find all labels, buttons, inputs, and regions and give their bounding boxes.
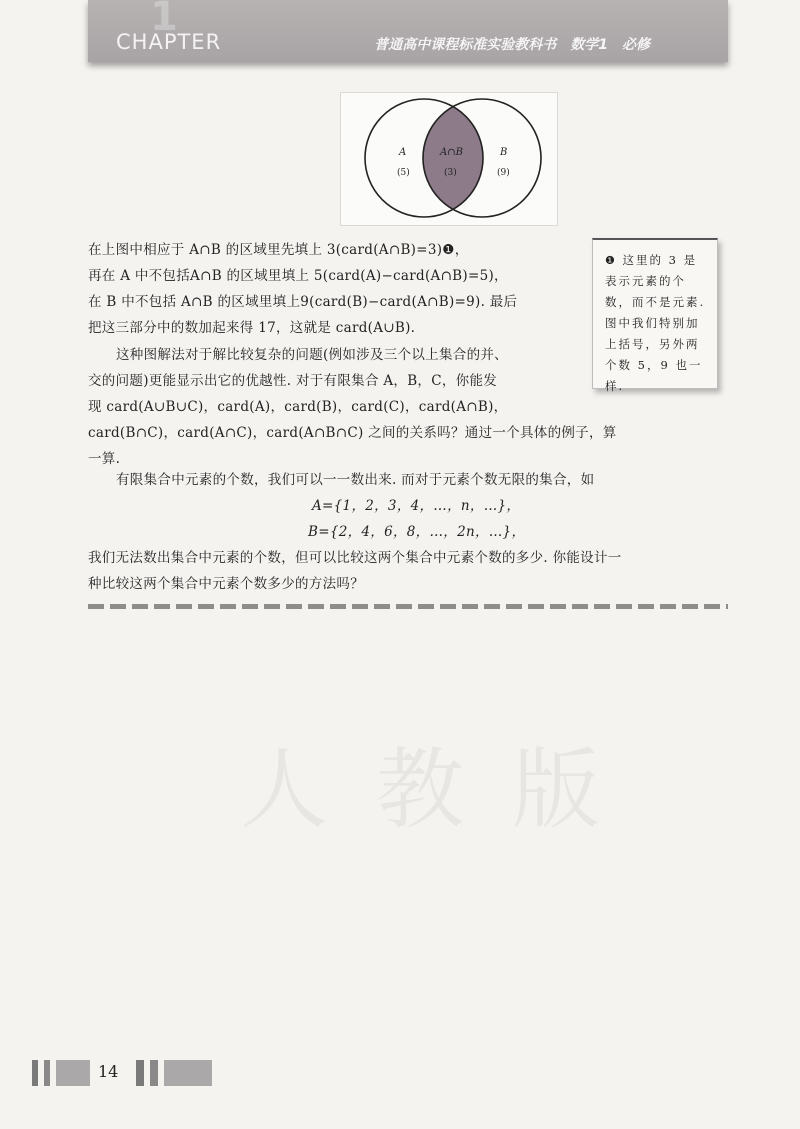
text-line: 有限集合中元素的个数，我们可以一一数出来. 而对于元素个数无限的集合，如 — [116, 472, 595, 488]
dashed-divider — [88, 604, 728, 609]
text-line: 在上图中相应于 A∩B 的区域里先填上 3(card(A∩B)=3)❶， — [88, 242, 469, 258]
book-title: 普通高中课程标准实验教科书 数学1 必修 — [374, 37, 650, 53]
paragraph-infinite-sets — [88, 467, 728, 597]
text-line: 把这三部分中的数加起来得 17，这就是 card(A∪B). — [88, 320, 416, 336]
side-note-body: 这里的 3 是表示元素的个数，而不是元素. 图中我们特别加上括号，另外两个数 5，9 也一样. — [605, 253, 706, 393]
set-a-label: A — [399, 147, 407, 158]
intersection-count: (3) — [444, 168, 457, 178]
footer-block — [150, 1060, 158, 1086]
set-a-count: (5) — [397, 168, 410, 178]
footer-block — [32, 1060, 38, 1086]
footnote-marker: ❶ — [605, 254, 617, 267]
text-line: 再在 A 中不包括A∩B 的区域里填上 5(card(A)−card(A∩B)=5)， — [88, 268, 508, 284]
paragraph-venn-explanation — [88, 237, 584, 341]
text-line: 种比较这两个集合中元素个数多少的方法吗？ — [88, 576, 364, 592]
text-line: 现 card(A∪B∪C)，card(A)，card(B)，card(C)，card(A∩B)， — [88, 399, 508, 415]
chapter-label: CHAPTER — [116, 30, 222, 54]
chapter-number: 1 — [150, 0, 178, 40]
text-line: 我们无法数出集合中元素的个数，但可以比较这两个集合中元素个数的多少. 你能设计一 — [88, 550, 622, 566]
set-a-definition: A={1，2，3，4，…，n，…}， — [312, 498, 521, 514]
set-b-definition: B={2，4，6，8，…，2n，…}， — [308, 524, 526, 540]
venn-diagram — [340, 92, 558, 226]
paragraph-three-sets — [88, 342, 728, 472]
footer-block — [56, 1060, 90, 1086]
set-b-label: B — [500, 147, 508, 158]
venn-diagram-svg — [341, 93, 557, 225]
chapter-header — [88, 0, 728, 62]
bleed-through-watermark: 人 教 版 — [240, 738, 610, 841]
text-line: 交的问题)更能显示出它的优越性. 对于有限集合 A，B，C，你能发 — [88, 373, 498, 389]
text-line: 在 B 中不包括 A∩B 的区域里填上9(card(B)−card(A∩B)=9). 最后 — [88, 294, 518, 310]
footer-block — [136, 1060, 144, 1086]
intersection-label: A∩B — [440, 147, 463, 158]
text-line: card(B∩C)，card(A∩C)，card(A∩B∩C) 之间的关系吗？通过一个具体的例子，算 — [88, 425, 617, 441]
text-line: 这种图解法对于解比较复杂的问题(例如涉及三个以上集合的并、 — [116, 347, 508, 363]
footer-block — [44, 1060, 50, 1086]
page-number: 14 — [98, 1062, 119, 1081]
footer-block — [164, 1060, 212, 1086]
set-b-count: (9) — [497, 168, 510, 178]
text-line: 一算. — [88, 451, 121, 467]
